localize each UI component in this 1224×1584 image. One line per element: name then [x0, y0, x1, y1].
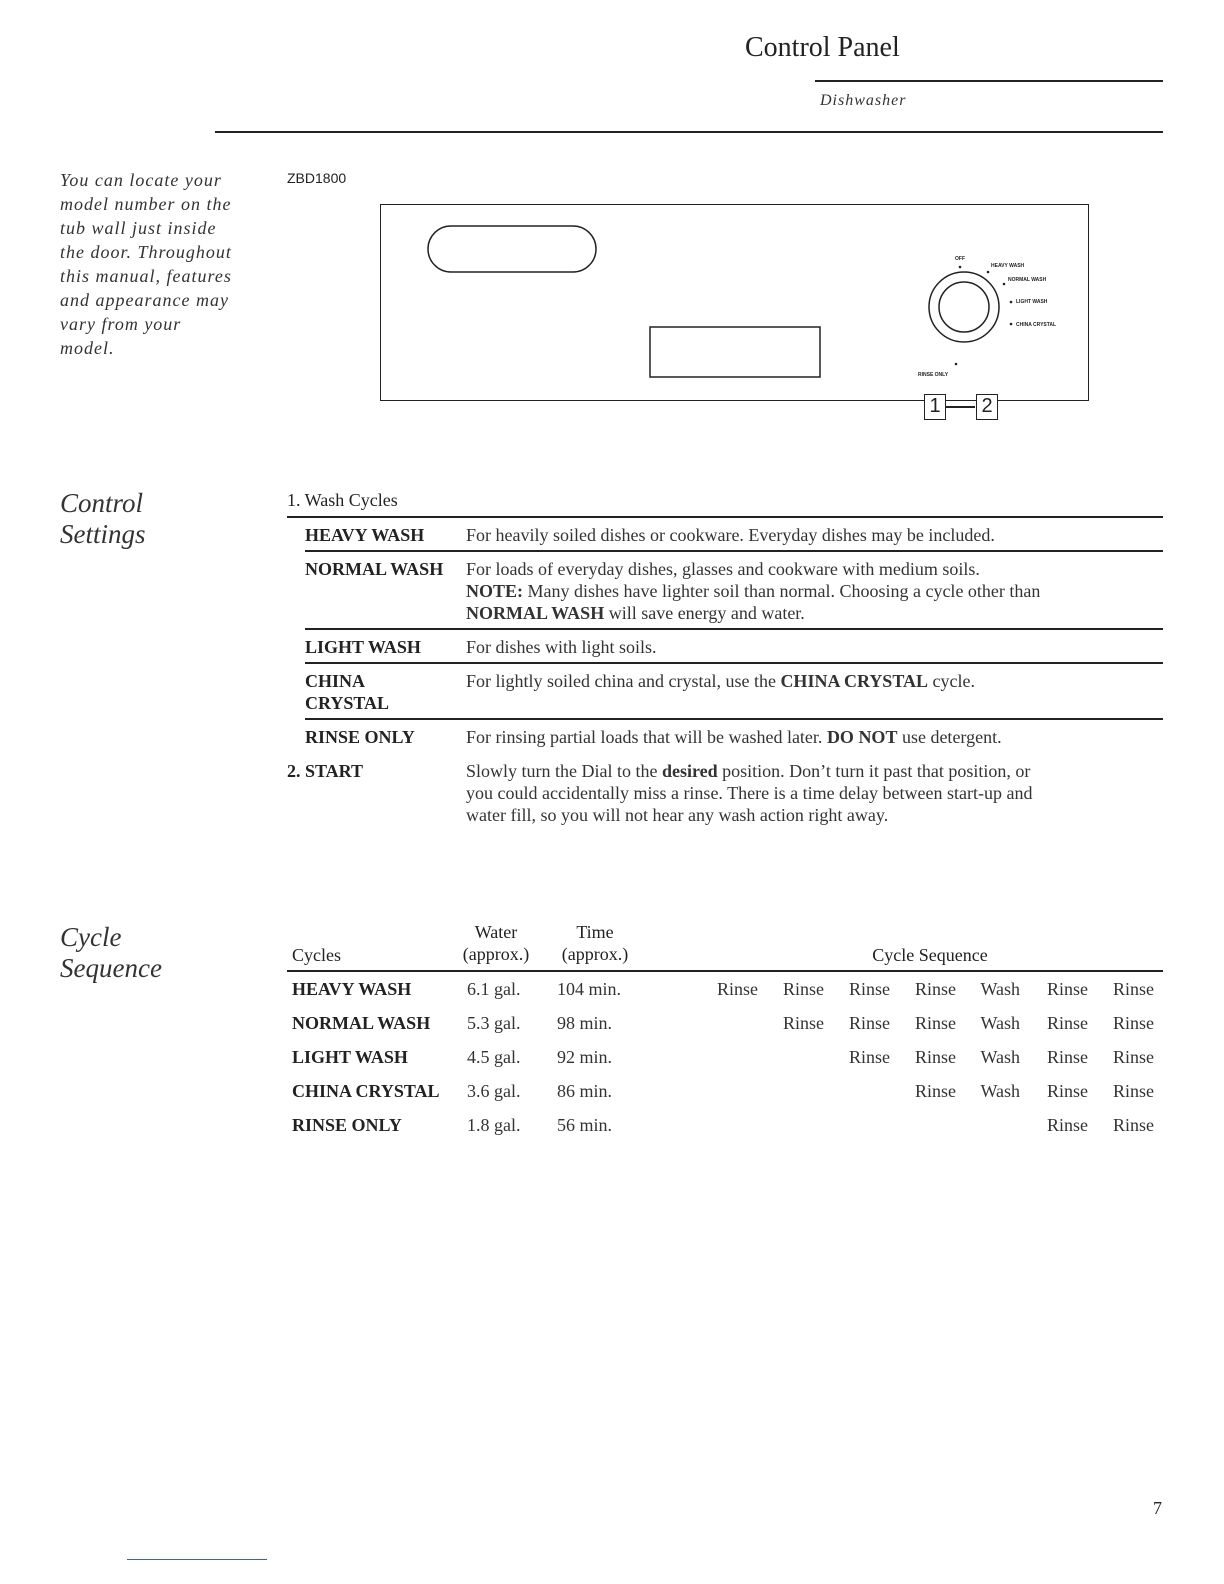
main-rule	[215, 131, 1163, 133]
dot-off	[959, 266, 962, 269]
dial-label-china: CHINA CRYSTAL	[1016, 322, 1057, 328]
cycle-name: LIGHT WASH	[292, 1047, 408, 1067]
setting-heavy-wash: HEAVY WASH For heavily soiled dishes or cookware. Everyday dishes may be included.	[305, 525, 995, 545]
model-number: ZBD1800	[287, 170, 347, 186]
control-panel-drawing	[380, 204, 1089, 401]
control-settings-heading: Control Settings	[60, 488, 146, 549]
setting-china-crystal: CHINA CRYSTAL For lightly soiled china and crystal, use the CHINA CRYSTAL cycle.	[305, 671, 975, 713]
cycle-water: 4.5 gal.	[467, 1047, 521, 1067]
page-number: 7	[1153, 1498, 1162, 1518]
cycle-step: Rinse	[848, 1013, 890, 1033]
cycle-step: Rinse	[1046, 1081, 1088, 1101]
display-window	[650, 327, 820, 377]
note-label: NOTE:	[466, 581, 524, 601]
cycle-step: Rinse	[848, 979, 890, 999]
cycle-step: Rinse	[1112, 1013, 1154, 1033]
cycle-dial	[939, 282, 989, 332]
cycle-time: 86 min.	[557, 1081, 613, 1101]
cycle-step: Rinse	[716, 979, 758, 999]
col-header-cycles: Cycles	[292, 945, 341, 965]
cycle-step: Wash	[980, 1081, 1020, 1101]
cycle-step: Wash	[980, 1047, 1020, 1067]
cycle-water: 3.6 gal.	[467, 1081, 521, 1101]
cycle-step: Rinse	[914, 1081, 956, 1101]
cycle-name: HEAVY WASH	[292, 979, 412, 999]
handle-recess	[428, 226, 596, 272]
dot-china	[1010, 323, 1013, 326]
cycle-step: Rinse	[782, 1013, 824, 1033]
cycle-step: Rinse	[914, 1047, 956, 1067]
cycle-name: NORMAL WASH	[292, 1013, 431, 1033]
dial-label-off: OFF	[955, 256, 965, 262]
model-location-note: You can locate your model number on the tub wall just inside the door. Throughout this manual, features and appearance may vary from your model.	[60, 170, 232, 358]
cycle-step: Rinse	[782, 979, 824, 999]
setting-rinse-only: RINSE ONLY For rinsing partial loads that will be washed later. DO NOT use detergent.	[305, 727, 1002, 747]
cycle-step: Wash	[980, 979, 1020, 999]
dot-heavy	[987, 271, 990, 274]
setting-normal-wash: NORMAL WASH For loads of everyday dishes, glasses and cookware with medium soils. NOTE: Many dishes have lighter soil than normal. Choosing a cycle other than NORMAL WASH will save energy and water.	[305, 559, 1041, 623]
callout-connector	[945, 406, 975, 408]
footer-link-line	[127, 1559, 267, 1560]
cycle-water: 1.8 gal.	[467, 1115, 521, 1135]
cycle-sequence-heading: Cycle Sequence	[60, 922, 162, 983]
cycle-step: Rinse	[914, 1013, 956, 1033]
setting-start: 2. START Slowly turn the Dial to the desired position. Don’t turn it past that position, or you could accidentally miss a rinse. There is a time delay between start-up and water fill, so you will not hear any wash action right away.	[287, 761, 1033, 825]
dot-light	[1010, 301, 1013, 304]
setting-light-wash: LIGHT WASH For dishes with light soils.	[305, 637, 657, 657]
cycle-step: Rinse	[1112, 1047, 1154, 1067]
cycle-step: Rinse	[914, 979, 956, 999]
cycle-time: 98 min.	[557, 1013, 613, 1033]
col-header-sequence: Cycle Sequence	[872, 945, 988, 965]
col-header-time: Time (approx.)	[561, 922, 629, 964]
cycle-step: Wash	[980, 1013, 1020, 1033]
page-subtitle: Dishwasher	[820, 92, 907, 109]
cycle-water: 5.3 gal.	[467, 1013, 521, 1033]
cycle-time: 56 min.	[557, 1115, 613, 1135]
dial-label-light: LIGHT WASH	[1016, 299, 1048, 305]
cycle-step: Rinse	[1112, 1081, 1154, 1101]
dial-label-rinse: RINSE ONLY	[918, 372, 949, 378]
cycle-step: Rinse	[1046, 979, 1088, 999]
cycle-name: RINSE ONLY	[292, 1115, 402, 1135]
cycle-step: Rinse	[848, 1047, 890, 1067]
header-rule	[815, 80, 1163, 82]
dot-normal	[1003, 283, 1006, 286]
cycle-step: Rinse	[1112, 979, 1154, 999]
wash-cycles-title: 1. Wash Cycles	[287, 490, 398, 510]
col-header-water: Water (approx.)	[462, 922, 530, 964]
cycle-time: 104 min.	[557, 979, 622, 999]
page-title: Control Panel	[745, 32, 900, 63]
cycle-name: CHINA CRYSTAL	[292, 1081, 440, 1101]
cycle-water: 6.1 gal.	[467, 979, 521, 999]
dial-label-normal: NORMAL WASH	[1008, 277, 1047, 283]
cycle-step: Rinse	[1046, 1047, 1088, 1067]
cycle-step: Rinse	[1046, 1013, 1088, 1033]
cycle-step: Rinse	[1046, 1115, 1088, 1135]
dot-rinse	[955, 363, 958, 366]
dial-label-heavy: HEAVY WASH	[991, 263, 1025, 269]
callout-2: 2	[976, 394, 998, 420]
cycle-step: Rinse	[1112, 1115, 1154, 1135]
cycle-time: 92 min.	[557, 1047, 613, 1067]
callout-1: 1	[924, 394, 946, 420]
